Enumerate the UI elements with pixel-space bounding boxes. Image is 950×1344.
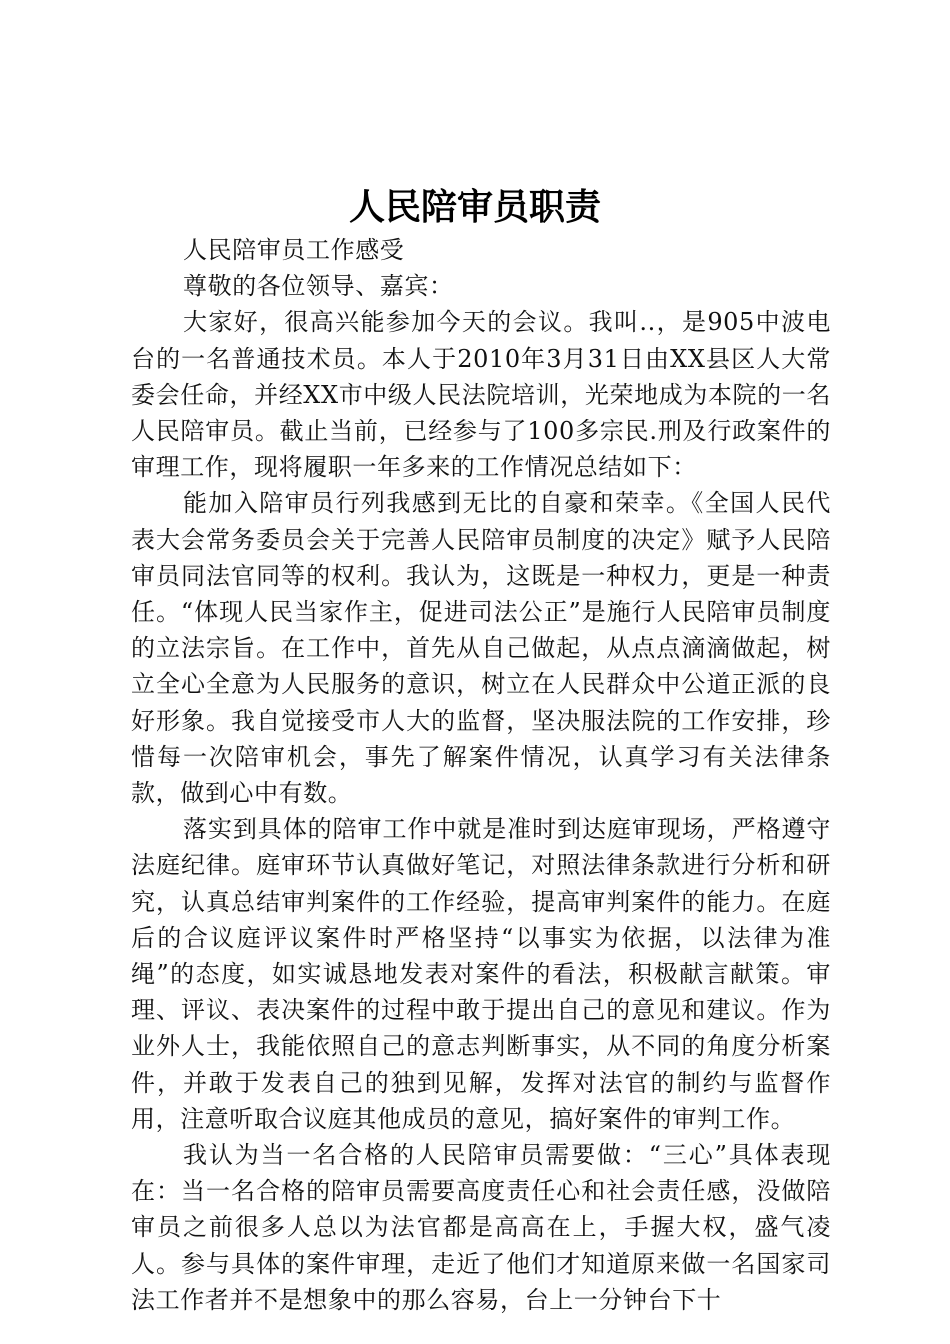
paragraph-practice: 落实到具体的陪审工作中就是准时到达庭审现场，严格遵守法庭纪律。庭审环节认真做好笔记，对照法律条款进行分析和研究，认真总结审判案件的工作经验，提高审判案件的能力。在庭后的合议庭评议案件时严格坚持“以事实为依据，以法律为准绳”的态度，如实诚恳地发表对案件的看法，积极献言献策。审理、评议、表决案件的过程中敢于提出自己的意见和建议。作为业外人士，我能依照自己的意志判断事实，从不同的角度分析案件，并敢于发表自己的独到见解，发挥对法官的制约与监督作用，注意听取合议庭其他成员的意见，搞好案件的审判工作。 xyxy=(131,815,831,1133)
paragraph-subtitle: 人民陪审员工作感受 xyxy=(183,236,405,264)
paragraph-honor: 能加入陪审员行列我感到无比的自豪和荣幸。《全国人民代表大会常务委员会关于完善人民陪审员制度的决定》赋予人民陪审员同法官同等的权利。我认为，这既是一种权力，更是一种责任。“体现人民当家作主，促进司法公正”是施行人民陪审员制度的立法宗旨。在工作中，首先从自己做起，从点点滴滴做起，树立全心全意为人民服务的意识，树立在人民群众中公道正派的良好形象。我自觉接受市人大的监督，坚决服法院的工作安排，珍惜每一次陪审机会，事先了解案件情况，认真学习有关法律条款，做到心中有数。 xyxy=(131,489,831,808)
paragraph-three-hearts: 我认为当一名合格的人民陪审员需要做：“三心”具体表现在：当一名合格的陪审员需要高度责任心和社会责任感，没做陪审员之前很多人总以为法官都是高高在上，手握大权，盛气凌人。参与具体的案件审理，走近了他们才知道原来做一名国家司法工作者并不是想象中的那么容易，台上一分钟台下十 xyxy=(131,1141,831,1314)
document-body xyxy=(131,232,831,1318)
document-title: 人民陪审员职责 xyxy=(348,187,601,228)
paragraph-introduction: 大家好，很高兴能参加今天的会议。我叫..，是905中波电台的一名普通技术员。本人于2010年3月31日由XX县区人大常委会任命，并经XX市中级人民法院培训，光荣地成为本院的一名人民陪审员。截止当前，已经参与了100多宗民.刑及行政案件的审理工作，现将履职一年多来的工作情况总结如下： xyxy=(131,308,831,482)
paragraph-salutation: 尊敬的各位领导、嘉宾： xyxy=(183,272,454,301)
